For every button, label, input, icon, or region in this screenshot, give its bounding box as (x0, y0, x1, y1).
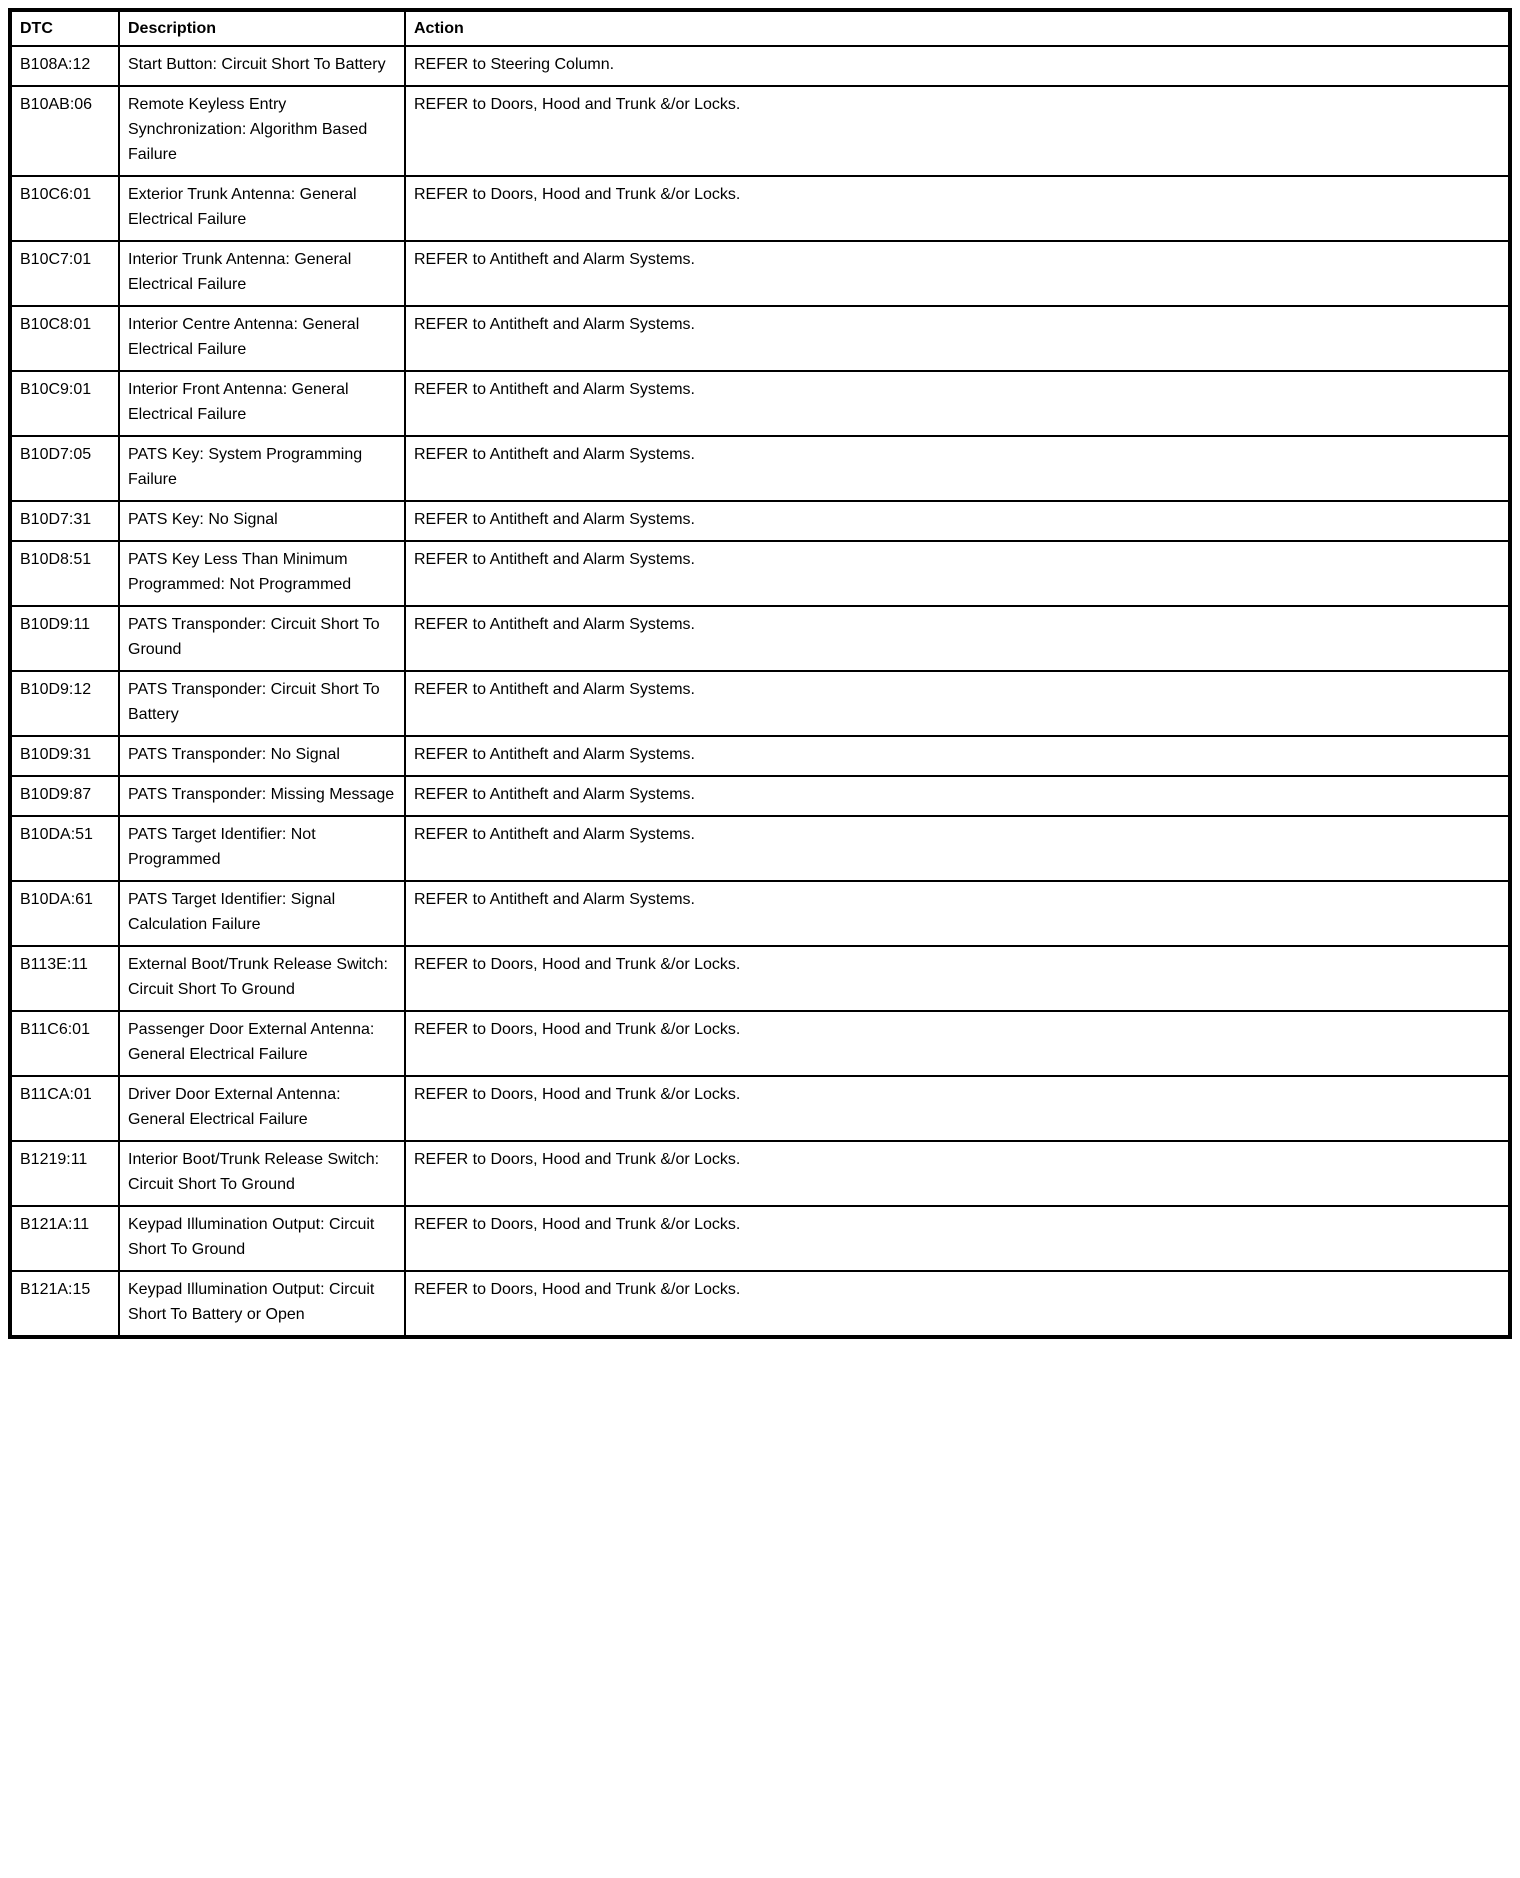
dtc-table-header (10, 10, 1510, 46)
description-cell: Driver Door External Antenna: General Electrical Failure (119, 1076, 405, 1141)
dtc-code-cell: B10D9:31 (10, 736, 119, 776)
dtc-code-cell: B10D7:31 (10, 501, 119, 541)
table-row (10, 736, 1510, 776)
description-cell: Interior Trunk Antenna: General Electrical Failure (119, 241, 405, 306)
action-cell: REFER to Antitheft and Alarm Systems. (405, 436, 1510, 501)
description-cell: PATS Target Identifier: Not Programmed (119, 816, 405, 881)
header-cell-action: Action (405, 10, 1510, 46)
action-cell: REFER to Antitheft and Alarm Systems. (405, 816, 1510, 881)
action-cell: REFER to Doors, Hood and Trunk &/or Locks. (405, 1271, 1510, 1337)
action-cell: REFER to Antitheft and Alarm Systems. (405, 306, 1510, 371)
action-cell: REFER to Antitheft and Alarm Systems. (405, 881, 1510, 946)
dtc-code-cell: B10D9:12 (10, 671, 119, 736)
dtc-code-cell: B10C9:01 (10, 371, 119, 436)
dtc-code-cell: B10D7:05 (10, 436, 119, 501)
table-row (10, 176, 1510, 241)
table-row (10, 1271, 1510, 1337)
action-cell: REFER to Antitheft and Alarm Systems. (405, 736, 1510, 776)
table-row (10, 541, 1510, 606)
action-cell: REFER to Doors, Hood and Trunk &/or Locks. (405, 1141, 1510, 1206)
action-cell: REFER to Doors, Hood and Trunk &/or Locks. (405, 176, 1510, 241)
header-cell-description: Description (119, 10, 405, 46)
table-row (10, 1076, 1510, 1141)
dtc-code-cell: B10C7:01 (10, 241, 119, 306)
description-cell: PATS Transponder: Circuit Short To Battery (119, 671, 405, 736)
action-cell: REFER to Antitheft and Alarm Systems. (405, 371, 1510, 436)
action-cell: REFER to Doors, Hood and Trunk &/or Locks. (405, 946, 1510, 1011)
dtc-code-cell: B10DA:51 (10, 816, 119, 881)
description-cell: External Boot/Trunk Release Switch: Circuit Short To Ground (119, 946, 405, 1011)
table-row (10, 1206, 1510, 1271)
description-cell: Keypad Illumination Output: Circuit Short To Battery or Open (119, 1271, 405, 1337)
dtc-code-cell: B10D9:87 (10, 776, 119, 816)
description-cell: Interior Centre Antenna: General Electrical Failure (119, 306, 405, 371)
action-cell: REFER to Antitheft and Alarm Systems. (405, 241, 1510, 306)
action-cell: REFER to Doors, Hood and Trunk &/or Locks. (405, 1011, 1510, 1076)
description-cell: PATS Key: No Signal (119, 501, 405, 541)
dtc-code-cell: B11C6:01 (10, 1011, 119, 1076)
action-cell: REFER to Antitheft and Alarm Systems. (405, 606, 1510, 671)
table-row (10, 816, 1510, 881)
description-cell: PATS Transponder: Missing Message (119, 776, 405, 816)
dtc-code-cell: B11CA:01 (10, 1076, 119, 1141)
description-cell: Passenger Door External Antenna: General Electrical Failure (119, 1011, 405, 1076)
description-cell: PATS Key Less Than Minimum Programmed: Not Programmed (119, 541, 405, 606)
table-row (10, 1011, 1510, 1076)
dtc-code-cell: B10DA:61 (10, 881, 119, 946)
dtc-code-cell: B10AB:06 (10, 86, 119, 176)
table-row (10, 436, 1510, 501)
dtc-code-cell: B108A:12 (10, 46, 119, 86)
description-cell: PATS Transponder: Circuit Short To Ground (119, 606, 405, 671)
table-row (10, 946, 1510, 1011)
description-cell: Keypad Illumination Output: Circuit Short To Ground (119, 1206, 405, 1271)
description-cell: PATS Transponder: No Signal (119, 736, 405, 776)
dtc-code-cell: B10D9:11 (10, 606, 119, 671)
action-cell: REFER to Antitheft and Alarm Systems. (405, 671, 1510, 736)
description-cell: Remote Keyless Entry Synchronization: Algorithm Based Failure (119, 86, 405, 176)
action-cell: REFER to Antitheft and Alarm Systems. (405, 501, 1510, 541)
description-cell: Start Button: Circuit Short To Battery (119, 46, 405, 86)
table-row (10, 46, 1510, 86)
dtc-code-cell: B1219:11 (10, 1141, 119, 1206)
table-row (10, 306, 1510, 371)
description-cell: PATS Target Identifier: Signal Calculation Failure (119, 881, 405, 946)
action-cell: REFER to Antitheft and Alarm Systems. (405, 776, 1510, 816)
dtc-code-cell: B10C8:01 (10, 306, 119, 371)
action-cell: REFER to Doors, Hood and Trunk &/or Locks. (405, 1206, 1510, 1271)
dtc-code-cell: B121A:11 (10, 1206, 119, 1271)
action-cell: REFER to Doors, Hood and Trunk &/or Locks. (405, 1076, 1510, 1141)
description-cell: PATS Key: System Programming Failure (119, 436, 405, 501)
table-row (10, 371, 1510, 436)
header-cell-dtc: DTC (10, 10, 119, 46)
table-row (10, 776, 1510, 816)
table-row (10, 86, 1510, 176)
dtc-code-cell: B113E:11 (10, 946, 119, 1011)
action-cell: REFER to Antitheft and Alarm Systems. (405, 541, 1510, 606)
dtc-table (8, 8, 1512, 1339)
dtc-code-cell: B10C6:01 (10, 176, 119, 241)
description-cell: Interior Front Antenna: General Electrical Failure (119, 371, 405, 436)
action-cell: REFER to Steering Column. (405, 46, 1510, 86)
action-cell: REFER to Doors, Hood and Trunk &/or Locks. (405, 86, 1510, 176)
table-row (10, 241, 1510, 306)
dtc-code-cell: B121A:15 (10, 1271, 119, 1337)
table-row (10, 881, 1510, 946)
table-row (10, 606, 1510, 671)
dtc-table-body (10, 46, 1510, 1337)
table-row (10, 501, 1510, 541)
header-row (10, 10, 1510, 46)
table-row (10, 671, 1510, 736)
dtc-code-cell: B10D8:51 (10, 541, 119, 606)
description-cell: Exterior Trunk Antenna: General Electrical Failure (119, 176, 405, 241)
table-row (10, 1141, 1510, 1206)
description-cell: Interior Boot/Trunk Release Switch: Circuit Short To Ground (119, 1141, 405, 1206)
